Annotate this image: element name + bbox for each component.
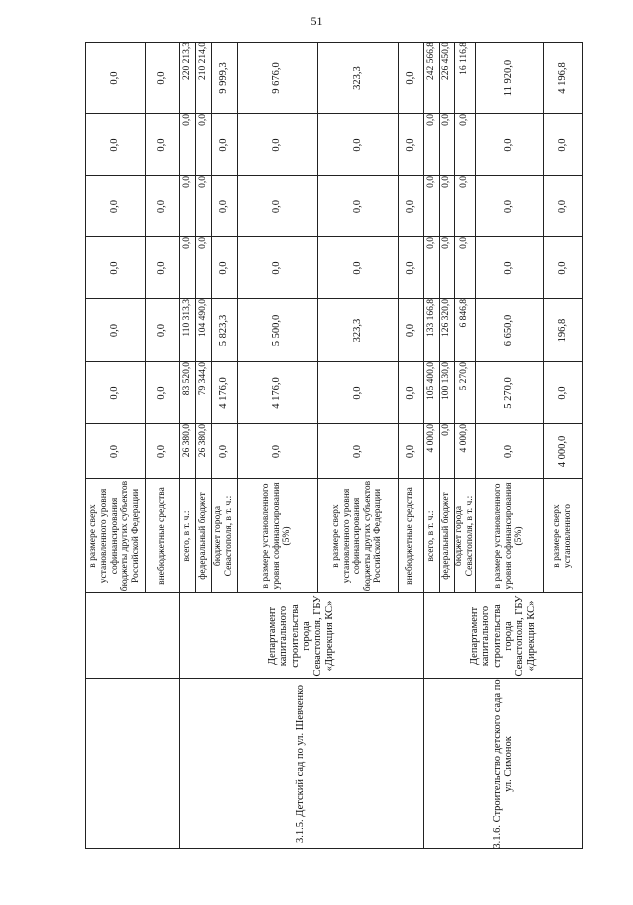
- section-315-value-cell: 0,0: [404, 138, 416, 152]
- section-315-value-cell: 0,0: [218, 444, 230, 459]
- section-315-value-cell: 0,0: [404, 444, 416, 459]
- section-316-row-label: федеральный бюджет: [441, 492, 452, 580]
- section-315-value-cell: 0,0: [271, 261, 283, 275]
- section-315-value-cell: 0,0: [404, 199, 416, 214]
- top-value-cell: 0,0: [156, 71, 168, 85]
- section-316-value-cell: 226 450,0: [441, 42, 452, 80]
- section-315-value-cell: 0,0: [271, 199, 283, 214]
- section-316-value-cell: 6 846,8: [459, 299, 470, 328]
- top-value-cell: 0,0: [109, 71, 121, 85]
- page-number: 51: [310, 14, 323, 28]
- section-315-row-label: федеральный бюджет: [197, 492, 208, 580]
- section-316-row-label: в размере сверх установленного: [552, 504, 573, 568]
- section-315-value-cell: 9 999,3: [218, 62, 230, 94]
- section-316-value-cell: 0,0: [441, 424, 452, 436]
- section-315-value-cell: 79 344,0: [197, 362, 208, 396]
- section-315-value-cell: 0,0: [218, 138, 230, 152]
- section-315-executor: Департамент капитального строительства города Севастополя, ГБУ «Дирекция КС»: [267, 595, 335, 677]
- top-row-label: внебюджетные средства: [156, 487, 167, 585]
- section-316-value-cell: 0,0: [557, 199, 569, 214]
- section-316-value-cell: 16 116,8: [459, 42, 470, 75]
- section-316-value-cell: 0,0: [459, 237, 470, 249]
- top-value-cell: 0,0: [109, 261, 121, 275]
- top-value-cell: 0,0: [156, 199, 168, 214]
- section-316-value-cell: 4 000,0: [459, 424, 470, 453]
- section-316-value-cell: 105 400,0: [425, 362, 436, 400]
- section-316-value-cell: 4 000,0: [425, 424, 436, 453]
- section-315-value-cell: 4 176,0: [271, 377, 283, 409]
- section-315-name: 3.1.5. Детский сад по ул. Шевченко: [295, 685, 307, 843]
- section-315-value-cell: 110 313,3: [181, 299, 192, 337]
- section-315-value-cell: 0,0: [197, 237, 208, 249]
- section-315-row-label: бюджет города Севастополя, в т. ч.:: [213, 495, 234, 577]
- section-316-value-cell: 4 000,0: [557, 435, 569, 468]
- section-315-value-cell: 0,0: [197, 176, 208, 188]
- section-316-value-cell: 0,0: [503, 444, 515, 459]
- section-315-value-cell: 0,0: [181, 114, 192, 126]
- section-315-value-cell: 0,0: [351, 261, 363, 275]
- section-316-value-cell: 126 320,0: [441, 299, 452, 337]
- section-316-value-cell: 0,0: [557, 261, 569, 275]
- section-316-value-cell: 0,0: [459, 114, 470, 126]
- section-315-value-cell: 5 823,3: [218, 314, 230, 347]
- section-315-value-cell: 0,0: [351, 138, 363, 152]
- section-315-value-cell: 0,0: [218, 199, 230, 214]
- section-316-value-cell: 0,0: [503, 199, 515, 214]
- top-value-cell: 0,0: [156, 323, 168, 338]
- section-316-value-cell: 100 130,0: [441, 362, 452, 400]
- top-value-cell: 0,0: [109, 199, 121, 214]
- section-315-value-cell: 26 380,0: [197, 424, 208, 458]
- section-315-value-cell: 0,0: [404, 71, 416, 85]
- section-315-value-cell: 210 214,0: [197, 42, 208, 80]
- section-315-value-cell: 9 676,0: [271, 62, 283, 94]
- section-315-row-label: в размере сверх установленного уровня софинансирования бюджеты других субъектов Российской Федерации: [330, 480, 384, 592]
- section-315-value-cell: 0,0: [404, 261, 416, 275]
- top-value-cell: 0,0: [109, 444, 121, 459]
- section-315-value-cell: 220 213,3: [181, 42, 192, 80]
- section-316-value-cell: 133 166,8: [425, 299, 436, 337]
- section-315-value-cell: 0,0: [181, 237, 192, 249]
- section-315-row-label: в размере установленного уровня софинансирования (5%): [261, 482, 293, 590]
- top-value-cell: 0,0: [156, 386, 168, 400]
- section-315-value-cell: 0,0: [404, 386, 416, 400]
- section-316-value-cell: 242 566,8: [425, 42, 436, 80]
- section-316-row-label: бюджет города Севастополя, в т. ч.:: [454, 495, 475, 577]
- section-315-value-cell: 0,0: [351, 444, 363, 459]
- top-value-cell: 0,0: [109, 138, 121, 152]
- section-316-value-cell: 0,0: [459, 176, 470, 188]
- top-value-cell: 0,0: [109, 323, 121, 338]
- section-315-value-cell: 0,0: [218, 261, 230, 275]
- section-316-value-cell: 0,0: [503, 261, 515, 275]
- section-315-value-cell: 0,0: [404, 323, 416, 338]
- section-316-value-cell: 11 920,0: [503, 59, 515, 97]
- section-315-value-cell: 0,0: [351, 199, 363, 214]
- section-315-value-cell: 4 176,0: [218, 377, 230, 409]
- top-row-label: в размере сверх установленного уровня софинансирования бюджеты других субъектов Российской Федерации: [88, 480, 141, 592]
- section-316-value-cell: 196,8: [557, 318, 569, 343]
- section-315-value-cell: 323,3: [351, 66, 363, 90]
- section-315-value-cell: 26 380,0: [181, 424, 192, 458]
- section-316-value-cell: 0,0: [425, 176, 436, 188]
- section-315-value-cell: 83 520,0: [181, 362, 192, 396]
- section-315-value-cell: 0,0: [271, 138, 283, 152]
- section-316-value-cell: 0,0: [441, 114, 452, 126]
- section-315-value-cell: 0,0: [351, 386, 363, 400]
- section-316-executor: Департамент капитального строительства города Севастополя, ГБУ «Дирекция КС»: [469, 595, 537, 677]
- section-316-name: 3.1.6. Строительство детского сада по ул. Симонок: [491, 679, 514, 849]
- top-value-cell: 0,0: [156, 138, 168, 152]
- section-316-value-cell: 0,0: [441, 176, 452, 188]
- section-316-value-cell: 0,0: [503, 138, 515, 152]
- section-316-value-cell: 0,0: [441, 237, 452, 249]
- section-315-row-label: внебюджетные средства: [405, 487, 416, 585]
- section-315-value-cell: 104 490,0: [197, 299, 208, 337]
- section-316-row-label: в размере установленного уровня софинансирования (5%): [493, 482, 525, 590]
- top-value-cell: 0,0: [156, 444, 168, 459]
- section-315-value-cell: 0,0: [271, 444, 283, 459]
- section-316-row-label: всего, в т. ч.:: [425, 510, 436, 562]
- budget-table: [85, 42, 583, 849]
- section-316-value-cell: 6 650,0: [503, 314, 515, 347]
- section-316-value-cell: 0,0: [557, 138, 569, 152]
- section-315-value-cell: 323,3: [351, 318, 363, 343]
- section-315-row-label: всего, в т. ч.:: [181, 510, 192, 562]
- top-value-cell: 0,0: [156, 261, 168, 275]
- section-316-value-cell: 0,0: [557, 386, 569, 400]
- top-value-cell: 0,0: [109, 386, 121, 400]
- section-316-value-cell: 5 270,0: [459, 362, 470, 391]
- section-316-value-cell: 4 196,8: [557, 62, 569, 94]
- section-315-value-cell: 0,0: [197, 114, 208, 126]
- section-315-value-cell: 5 500,0: [271, 314, 283, 347]
- section-316-value-cell: 5 270,0: [503, 377, 515, 409]
- section-316-value-cell: 0,0: [425, 114, 436, 126]
- section-315-value-cell: 0,0: [181, 176, 192, 188]
- section-316-value-cell: 0,0: [425, 237, 436, 249]
